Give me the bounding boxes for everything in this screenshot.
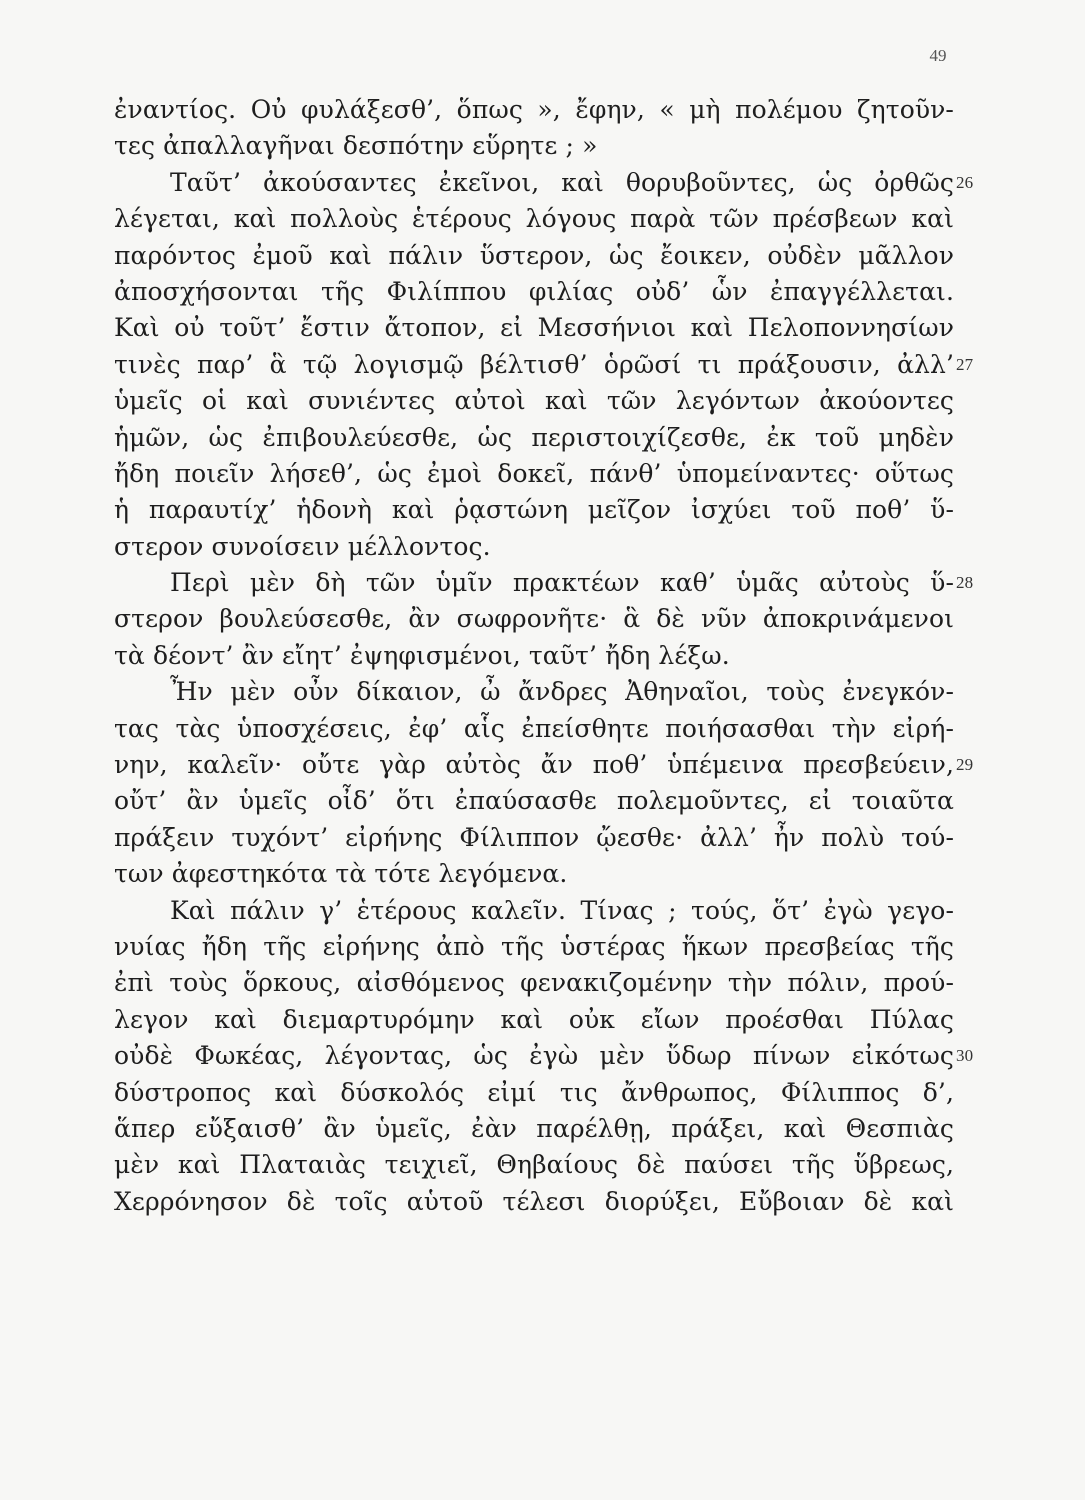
text-line [114,456,954,492]
text-line [114,1147,954,1183]
text-line [114,529,954,565]
line-text: τινὲς παρ’ ἃ τῷ λογισμῷ βέλτισθ’ ὁρῶσί τι πράξουσιν, ἀλλ’ [114,349,954,379]
line-text: λεγον καὶ διεμαρτυρόμην καὶ οὐκ εἴων προέσθαι Πύλας [114,1004,954,1034]
line-text: λέγεται, καὶ πολλοὺς ἑτέρους λόγους παρὰ τῶν πρέσβεων καὶ [114,204,954,234]
text-line [114,711,954,747]
line-text: στερον βουλεύσεσθε, ἂν σωφρονῆτε· ἃ δὲ νῦν ἀποκρινάμενοι [114,604,954,634]
line-text: Ἦν μὲν οὖν δίκαιον, ὦ ἄνδρες Ἀθηναῖοι, τοὺς ἐνεγκόν- [170,677,954,707]
text-line [114,1111,954,1147]
text-line [114,238,954,274]
line-text: των ἀφεστηκότα τὰ τότε λεγόμενα. [114,859,568,889]
text-line [114,783,954,819]
text-line [114,1075,954,1111]
line-text: παρόντος ἐμοῦ καὶ πάλιν ὕστερον, ὡς ἔοικεν, οὐδὲν μᾶλλον [114,240,954,270]
line-text: ἐναντίος. Οὐ φυλάξεσθ’, ὅπως », ἔφην, « μὴ πολέμου ζητοῦν- [114,95,954,124]
section-number: 28 [956,573,974,593]
line-text: οὐδὲ Φωκέας, λέγοντας, ὡς ἐγὼ μὲν ὕδωρ πίνων εἰκότως [114,1041,954,1071]
line-text: τὰ δέοντ’ ἂν εἴητ’ ἐψηφισμένοι, ταῦτ’ ἤδη λέξω. [114,640,730,670]
line-text: ἤδη ποιεῖν λήσεθ’, ὡς ἐμοὶ δοκεῖ, πάνθ’ ὑπομείναντες· οὕτως [114,458,954,488]
text-line [114,893,954,929]
text-line [114,420,954,456]
line-text: τας τὰς ὑποσχέσεις, ἐφ’ αἷς ἐπείσθητε ποιήσασθαι τὴν εἰρή- [114,713,954,743]
line-text: δύστροπος καὶ δύσκολός εἰμί τις ἄνθρωπος, Φίλιππος δ’, [114,1077,954,1107]
text-line [114,201,954,237]
section-number: 26 [956,172,974,192]
text-line [114,274,954,310]
line-text: ἀποσχήσονται τῆς Φιλίππου φιλίας οὐδ’ ὧν ἐπαγγέλλεται. [114,276,954,306]
line-text: νυίας ἤδη τῆς εἰρήνης ἀπὸ τῆς ὑστέρας ἥκων πρεσβείας τῆς [114,931,954,961]
text-line [114,747,974,783]
line-text: οὔτ’ ἂν ὑμεῖς οἶδ’ ὅτι ἐπαύσασθε πολεμοῦντες, εἰ τοιαῦτα [114,786,954,816]
text-line [114,1184,954,1220]
text-line [114,165,974,201]
text-line [114,1002,954,1038]
line-text: Χερρόνησον δὲ τοῖς αὑτοῦ τέλεσι διορύξει, Εὔβοιαν δὲ καὶ [114,1186,954,1216]
section-number: 29 [956,755,974,775]
text-line [114,347,974,383]
line-text: Περὶ μὲν δὴ τῶν ὑμῖν πρακτέων καθ’ ὑμᾶς αὐτοὺς ὕ- [170,568,954,598]
line-text: νην, καλεῖν· οὔτε γὰρ αὐτὸς ἄν ποθ’ ὑπέμεινα πρεσβεύειν, [114,750,954,780]
text-line [114,601,954,637]
text-line [114,674,954,710]
text-line [114,92,954,128]
line-text: ἡμῶν, ὡς ἐπιβουλεύεσθε, ὡς περιστοιχίζεσθε, ἐκ τοῦ μηδὲν [114,422,954,452]
text-line [114,929,954,965]
text-line [114,492,954,528]
line-text: ὑμεῖς οἱ καὶ συνιέντες αὐτοὶ καὶ τῶν λεγόντων ἀκούοντες [114,386,954,416]
page-number: 49 [929,46,947,65]
line-text: ἅπερ εὔξαισθ’ ἂν ὑμεῖς, ἐὰν παρέλθῃ, πράξει, καὶ Θεσπιὰς [114,1113,954,1143]
section-number: 27 [956,354,974,374]
line-text: πράξειν τυχόντ’ εἰρήνης Φίλιππον ᾤεσθε· ἀλλ’ ἦν πολὺ τού- [114,822,954,852]
body-text [114,92,974,1220]
line-text: τες ἀπαλλαγῆναι δεσπότην εὕρητε ; » [114,131,598,161]
text-line [114,383,954,419]
text-line [114,965,954,1001]
line-text: ἐπὶ τοὺς ὅρκους, αἰσθόμενος φενακιζομένην τὴν πόλιν, πρού- [114,968,954,998]
section-number: 30 [956,1046,974,1066]
text-line [114,820,954,856]
text-line [114,1038,974,1074]
line-text: στερον συνοίσειν μέλλοντος. [114,531,491,561]
text-line [114,638,954,674]
text-line [114,856,954,892]
line-text: ἡ παραυτίχ’ ἡδονὴ καὶ ῥᾳστώνη μεῖζον ἰσχύει τοῦ ποθ’ ὕ- [114,495,954,525]
line-text: μὲν καὶ Πλαταιὰς τειχιεῖ, Θηβαίους δὲ παύσει τῆς ὕβρεως, [114,1150,954,1180]
text-line [114,128,954,164]
line-text: Ταῦτ’ ἀκούσαντες ἐκεῖνοι, καὶ θορυβοῦντες, ὡς ὀρθῶς [170,167,954,197]
line-text: Καὶ οὐ τοῦτ’ ἔστιν ἄτοπον, εἰ Μεσσήνιοι καὶ Πελοποννησίων [114,313,954,343]
text-line [114,310,954,346]
text-line [114,565,974,601]
line-text: Καὶ πάλιν γ’ ἑτέρους καλεῖν. Τίνας ; τούς, ὅτ’ ἐγὼ γεγο- [170,895,954,925]
